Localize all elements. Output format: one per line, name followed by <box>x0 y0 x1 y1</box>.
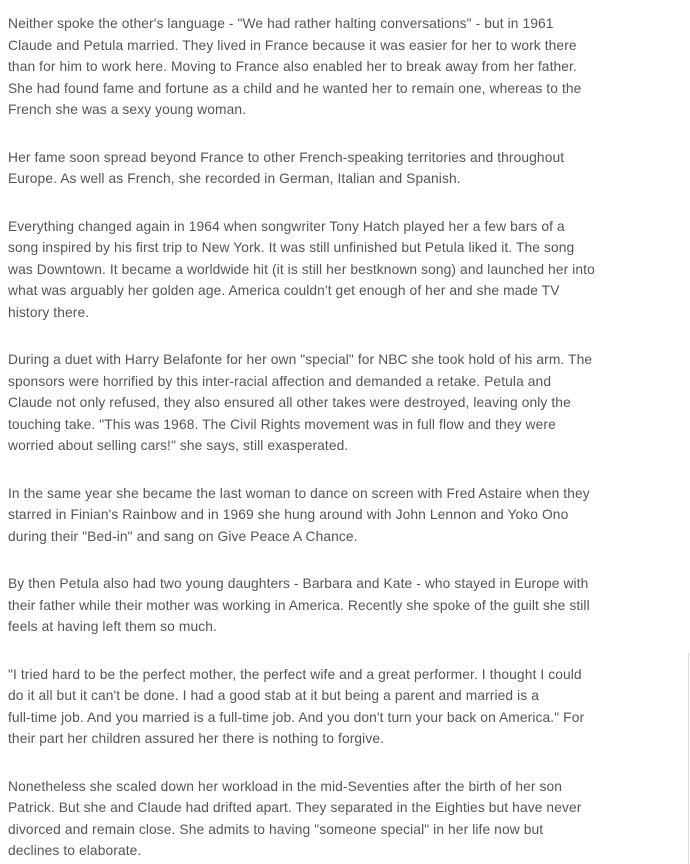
text-line: In the same year she became the last woman to dance on screen with Fred Astaire when they <box>8 485 590 501</box>
text-line: Patrick. But she and Claude had drifted apart. They separated in the Eighties but have never <box>8 800 582 815</box>
paragraph <box>8 147 690 190</box>
text-line: worried about selling cars!" she says, still exasperated. <box>8 438 349 453</box>
text-line: full-time job. And you married is a full-time job. And you don't turn your back on America." For <box>8 709 585 725</box>
text-line: French she was a sexy young woman. <box>8 102 247 117</box>
text-line: touching take. "This was 1968. The Civil Rights movement was in full flow and they were <box>8 416 556 432</box>
text-line: declines to elaborate. <box>8 843 142 858</box>
text-line: Claude and Petula married. They lived in France because it was easier for her to work there <box>8 37 577 53</box>
text-line: than for him to work here. Moving to France also enabled her to break away from her father. <box>8 59 577 74</box>
text-line: Everything changed again in 1964 when songwriter Tony Hatch played her a few bars of a <box>8 218 565 234</box>
text-line: was Downtown. It became a worldwide hit (it is still her bestknown song) and launched her into <box>8 261 595 277</box>
text-line: feels at having left them so much. <box>8 619 217 634</box>
paragraph <box>8 664 690 750</box>
text-line: their part her children assured her there is nothing to forgive. <box>8 731 385 746</box>
text-line: divorced and remain close. She admits to having "someone special" in her life now but <box>8 821 544 837</box>
paragraph <box>8 216 690 324</box>
text-line: during their "Bed-in" and sang on Give Peace A Chance. <box>8 528 358 544</box>
paragraph <box>8 776 690 862</box>
text-line: Claude not only refused, they also ensured all other takes were destroyed, leaving only the <box>8 395 571 410</box>
text-line: By then Petula also had two young daughters - Barbara and Kate - who stayed in Europe with <box>8 576 589 591</box>
paragraph <box>8 483 690 548</box>
text-line: what was arguably her golden age. America couldn't get enough of her and she made TV <box>8 283 560 298</box>
text-line: During a duet with Harry Belafonte for her own "special" for NBC she took hold of his arm. The <box>8 352 593 367</box>
text-line: their father while their mother was working in America. Recently she spoke of the guilt she still <box>8 597 590 613</box>
paragraph <box>8 13 690 121</box>
right-edge-divider <box>688 653 689 864</box>
text-line: Her fame soon spread beyond France to other French-speaking territories and throughout <box>8 149 565 165</box>
text-line: Neither spoke the other's language - "We had rather halting conversations" - but in 1961 <box>8 16 554 31</box>
text-line: sponsors were horrified by this inter-racial affection and demanded a retake. Petula and <box>8 373 552 389</box>
text-line: history there. <box>8 304 90 320</box>
paragraph <box>8 573 690 638</box>
text-line: Europe. As well as French, she recorded in German, Italian and Spanish. <box>8 171 461 186</box>
text-line: starred in Finian's Rainbow and in 1969 she hung around with John Lennon and Yoko Ono <box>8 507 569 522</box>
paragraph <box>8 349 690 457</box>
text-line: She had found fame and fortune as a child and he wanted her to remain one, whereas to the <box>8 80 582 96</box>
text-line: do it all but it can't be done. I had a good stab at it but being a parent and married is a <box>8 688 539 703</box>
text-line: song inspired by his first trip to New York. It was still unfinished but Petula liked it. The song <box>8 240 575 255</box>
text-line: Nonetheless she scaled down her workload in the mid-Seventies after the birth of her son <box>8 778 563 794</box>
text-line: "I tried hard to be the perfect mother, the perfect wife and a great performer. I thought I could <box>8 666 582 682</box>
